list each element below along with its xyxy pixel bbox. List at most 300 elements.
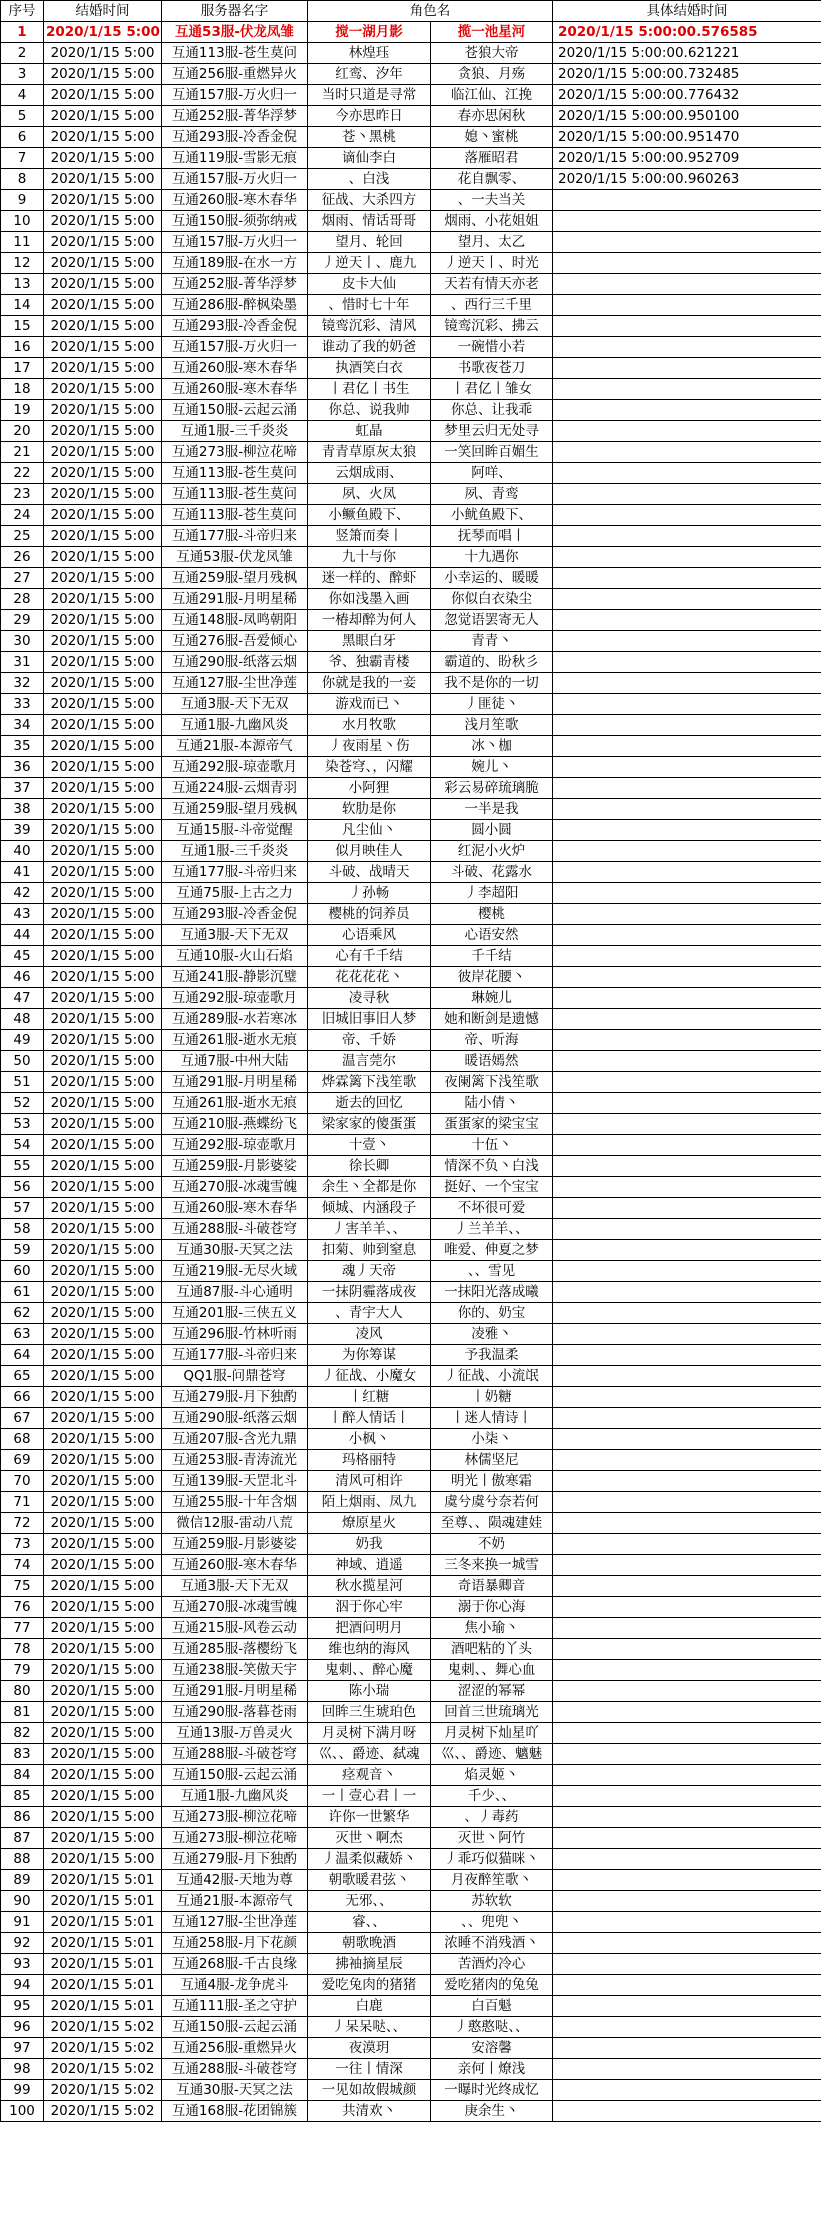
table-row xyxy=(1,1618,821,1639)
table-row xyxy=(1,1492,821,1513)
row-role-name-b: 一碗惜小若 xyxy=(431,337,553,358)
row-server-name: 微信12服-雷动八荒 xyxy=(162,1513,308,1534)
row-server-name: 互通288服-斗破苍穹 xyxy=(162,1744,308,1765)
row-exact-time: 2020/1/15 5:00:00.576585 xyxy=(553,22,821,43)
row-role-name-a: 回眸三生琥珀色 xyxy=(308,1702,431,1723)
row-index: 7 xyxy=(1,148,44,169)
row-marriage-time: 2020/1/15 5:01 xyxy=(44,1975,162,1996)
row-role-name-b: 奇语暴卿音 xyxy=(431,1576,553,1597)
row-exact-time xyxy=(553,379,821,400)
row-role-name-a: 执酒笑白衣 xyxy=(308,358,431,379)
table-row xyxy=(1,2038,821,2059)
row-role-name-a: 迷一样的、醉虾 xyxy=(308,568,431,589)
row-exact-time xyxy=(553,232,821,253)
row-role-name-b: 丿匪徒丶 xyxy=(431,694,553,715)
row-server-name: 互通270服-冰魂雪魄 xyxy=(162,1597,308,1618)
row-server-name: 互通42服-天地为尊 xyxy=(162,1870,308,1891)
header-server-name: 服务器名字 xyxy=(162,1,308,22)
row-index: 15 xyxy=(1,316,44,337)
row-role-name-b: 不坏很可爱 xyxy=(431,1198,553,1219)
table-row xyxy=(1,232,821,253)
row-exact-time xyxy=(553,1408,821,1429)
row-index: 83 xyxy=(1,1744,44,1765)
row-role-name-b: 凌雅丶 xyxy=(431,1324,553,1345)
row-exact-time xyxy=(553,1639,821,1660)
table-row xyxy=(1,463,821,484)
table-row xyxy=(1,190,821,211)
table-row xyxy=(1,1303,821,1324)
row-role-name-b: 冰丶枷 xyxy=(431,736,553,757)
row-marriage-time: 2020/1/15 5:02 xyxy=(44,2059,162,2080)
table-row xyxy=(1,1786,821,1807)
row-index: 36 xyxy=(1,757,44,778)
row-index: 96 xyxy=(1,2017,44,2038)
row-server-name: 互通252服-菁华浮梦 xyxy=(162,106,308,127)
row-server-name: 互通113服-苍生莫问 xyxy=(162,484,308,505)
row-role-name-b: 千千结 xyxy=(431,946,553,967)
row-server-name: 互通148服-凤鸣朝阳 xyxy=(162,610,308,631)
row-index: 67 xyxy=(1,1408,44,1429)
table-row xyxy=(1,1933,821,1954)
row-role-name-a: 小阿狸 xyxy=(308,778,431,799)
row-role-name-b: 、丿毒药 xyxy=(431,1807,553,1828)
row-role-name-a: 梁家家的傻蛋蛋 xyxy=(308,1114,431,1135)
row-role-name-a: 花花花花丶 xyxy=(308,967,431,988)
row-role-name-b: 一曝时光终成忆 xyxy=(431,2080,553,2101)
row-exact-time xyxy=(553,631,821,652)
row-index: 79 xyxy=(1,1660,44,1681)
row-index: 46 xyxy=(1,967,44,988)
row-role-name-a: 凡尘仙丶 xyxy=(308,820,431,841)
header-row xyxy=(1,1,821,22)
row-marriage-time: 2020/1/15 5:00 xyxy=(44,568,162,589)
row-role-name-a: 丿征战、小魔女 xyxy=(308,1366,431,1387)
row-role-name-b: 丿兰羊羊、、 xyxy=(431,1219,553,1240)
table-row xyxy=(1,1996,821,2017)
row-exact-time xyxy=(553,1303,821,1324)
table-row xyxy=(1,211,821,232)
row-marriage-time: 2020/1/15 5:02 xyxy=(44,2101,162,2122)
row-server-name: QQ1服-问鼎苍穹 xyxy=(162,1366,308,1387)
row-role-name-b: 十九遇你 xyxy=(431,547,553,568)
row-exact-time xyxy=(553,736,821,757)
row-marriage-time: 2020/1/15 5:01 xyxy=(44,1870,162,1891)
table-row xyxy=(1,1009,821,1030)
row-role-name-b: 一半是我 xyxy=(431,799,553,820)
table-body xyxy=(1,22,821,2122)
table-row xyxy=(1,2080,821,2101)
row-marriage-time: 2020/1/15 5:00 xyxy=(44,1072,162,1093)
row-exact-time xyxy=(553,526,821,547)
row-role-name-b: 三冬来换一城雪 xyxy=(431,1555,553,1576)
row-role-name-a: 爱吃兔肉的猪猪 xyxy=(308,1975,431,1996)
row-role-name-a: 维也纳的海风 xyxy=(308,1639,431,1660)
row-exact-time xyxy=(553,1807,821,1828)
row-role-name-a: 青青草原灰太狼 xyxy=(308,442,431,463)
row-role-name-a: 皮卡大仙 xyxy=(308,274,431,295)
row-role-name-a: 十壹丶 xyxy=(308,1135,431,1156)
row-marriage-time: 2020/1/15 5:00 xyxy=(44,988,162,1009)
table-row xyxy=(1,1513,821,1534)
row-exact-time xyxy=(553,484,821,505)
row-role-name-a: 镜鸾沉彩、清风 xyxy=(308,316,431,337)
row-exact-time xyxy=(553,1912,821,1933)
table-row xyxy=(1,694,821,715)
row-marriage-time: 2020/1/15 5:00 xyxy=(44,1198,162,1219)
row-role-name-a: 逝去的回忆 xyxy=(308,1093,431,1114)
row-role-name-b: 白百魁 xyxy=(431,1996,553,2017)
row-exact-time xyxy=(553,1681,821,1702)
row-role-name-b: 予我温柔 xyxy=(431,1345,553,1366)
row-server-name: 互通259服-月影婆娑 xyxy=(162,1156,308,1177)
row-server-name: 互通285服-落樱纷飞 xyxy=(162,1639,308,1660)
row-role-name-a: 巛、、爵迹、弑魂 xyxy=(308,1744,431,1765)
row-index: 51 xyxy=(1,1072,44,1093)
row-role-name-b: 苏软软 xyxy=(431,1891,553,1912)
row-marriage-time: 2020/1/15 5:00 xyxy=(44,169,162,190)
table-row xyxy=(1,64,821,85)
row-exact-time xyxy=(553,1996,821,2017)
row-role-name-a: 余生丶全都是你 xyxy=(308,1177,431,1198)
row-server-name: 互通189服-在水一方 xyxy=(162,253,308,274)
row-server-name: 互通119服-雪影无痕 xyxy=(162,148,308,169)
row-role-name-a: 丿呆呆哒、、 xyxy=(308,2017,431,2038)
row-exact-time xyxy=(553,673,821,694)
row-index: 82 xyxy=(1,1723,44,1744)
row-index: 54 xyxy=(1,1135,44,1156)
table-row xyxy=(1,1471,821,1492)
row-role-name-b: 亲何丨燎浅 xyxy=(431,2059,553,2080)
row-marriage-time: 2020/1/15 5:00 xyxy=(44,883,162,904)
row-role-name-a: 染苍穹、，闪耀 xyxy=(308,757,431,778)
row-role-name-a: 月灵树下满月呀 xyxy=(308,1723,431,1744)
row-role-name-b: 不奶 xyxy=(431,1534,553,1555)
row-marriage-time: 2020/1/15 5:00 xyxy=(44,106,162,127)
row-index: 53 xyxy=(1,1114,44,1135)
row-marriage-time: 2020/1/15 5:00 xyxy=(44,463,162,484)
row-index: 89 xyxy=(1,1870,44,1891)
row-index: 20 xyxy=(1,421,44,442)
table-row xyxy=(1,2101,821,2122)
row-exact-time xyxy=(553,505,821,526)
row-role-name-b: 丿逆天丨、时光 xyxy=(431,253,553,274)
row-exact-time xyxy=(553,358,821,379)
row-role-name-b: 一抹阳光落成曦 xyxy=(431,1282,553,1303)
row-index: 86 xyxy=(1,1807,44,1828)
row-index: 28 xyxy=(1,589,44,610)
row-role-name-a: 谁动了我的奶爸 xyxy=(308,337,431,358)
table-row xyxy=(1,820,821,841)
row-role-name-b: 苦酒灼冷心 xyxy=(431,1954,553,1975)
row-role-name-b: 虞兮虞兮奈若何 xyxy=(431,1492,553,1513)
table-row xyxy=(1,1177,821,1198)
row-exact-time: 2020/1/15 5:00:00.732485 xyxy=(553,64,821,85)
row-index: 73 xyxy=(1,1534,44,1555)
row-exact-time xyxy=(553,1051,821,1072)
row-role-name-b: 琳婉儿 xyxy=(431,988,553,1009)
row-server-name: 互通177服-斗帝归来 xyxy=(162,1345,308,1366)
row-index: 43 xyxy=(1,904,44,925)
row-role-name-b: 巛、、爵迹、魑魅 xyxy=(431,1744,553,1765)
table-row xyxy=(1,1681,821,1702)
row-role-name-b: 小鱿鱼殿下、 xyxy=(431,505,553,526)
row-index: 98 xyxy=(1,2059,44,2080)
row-role-name-a: 陈小瑞 xyxy=(308,1681,431,1702)
row-server-name: 互通4服-龙争虎斗 xyxy=(162,1975,308,1996)
row-exact-time xyxy=(553,799,821,820)
row-index: 44 xyxy=(1,925,44,946)
row-exact-time xyxy=(553,1177,821,1198)
row-role-name-b: 帝、听海 xyxy=(431,1030,553,1051)
row-role-name-a: 今亦思昨日 xyxy=(308,106,431,127)
row-exact-time xyxy=(553,1219,821,1240)
row-exact-time xyxy=(553,2080,821,2101)
row-server-name: 互通259服-望月残枫 xyxy=(162,799,308,820)
row-marriage-time: 2020/1/15 5:00 xyxy=(44,1450,162,1471)
row-marriage-time: 2020/1/15 5:00 xyxy=(44,1345,162,1366)
row-index: 42 xyxy=(1,883,44,904)
table-row xyxy=(1,1576,821,1597)
row-role-name-a: 水月牧歌 xyxy=(308,715,431,736)
row-role-name-b: 你似白衣染尘 xyxy=(431,589,553,610)
row-marriage-time: 2020/1/15 5:00 xyxy=(44,1051,162,1072)
row-marriage-time: 2020/1/15 5:00 xyxy=(44,1030,162,1051)
row-exact-time xyxy=(553,1366,821,1387)
table-row xyxy=(1,778,821,799)
row-exact-time xyxy=(553,925,821,946)
row-role-name-b: 酒吧粘的丫头 xyxy=(431,1639,553,1660)
row-role-name-a: 爷、独霸青楼 xyxy=(308,652,431,673)
row-role-name-b: 丿乖巧似猫咪丶 xyxy=(431,1849,553,1870)
table-row xyxy=(1,757,821,778)
row-role-name-b: 小柒丶 xyxy=(431,1429,553,1450)
table-row xyxy=(1,316,821,337)
row-server-name: 互通21服-本源帝气 xyxy=(162,736,308,757)
row-exact-time xyxy=(553,1513,821,1534)
row-role-name-b: 、、雪见 xyxy=(431,1261,553,1282)
row-role-name-b: 庚余生丶 xyxy=(431,2101,553,2122)
row-marriage-time: 2020/1/15 5:00 xyxy=(44,1156,162,1177)
row-server-name: 互通273服-柳泣花啼 xyxy=(162,442,308,463)
row-server-name: 互通260服-寒木春华 xyxy=(162,1198,308,1219)
row-server-name: 互通30服-天冥之法 xyxy=(162,2080,308,2101)
row-exact-time xyxy=(553,274,821,295)
row-index: 56 xyxy=(1,1177,44,1198)
row-role-name-b: 唯爱、伸夏之梦 xyxy=(431,1240,553,1261)
row-exact-time xyxy=(553,1156,821,1177)
row-role-name-b: 丨奶糖 xyxy=(431,1387,553,1408)
row-server-name: 互通276服-吾爱倾心 xyxy=(162,631,308,652)
row-index: 45 xyxy=(1,946,44,967)
row-role-name-b: 天若有情天亦老 xyxy=(431,274,553,295)
row-server-name: 互通290服-纸落云烟 xyxy=(162,1408,308,1429)
row-server-name: 互通1服-三千炎炎 xyxy=(162,841,308,862)
row-exact-time xyxy=(553,988,821,1009)
row-index: 57 xyxy=(1,1198,44,1219)
table-row xyxy=(1,526,821,547)
row-server-name: 互通296服-竹林听雨 xyxy=(162,1324,308,1345)
row-index: 40 xyxy=(1,841,44,862)
row-exact-time xyxy=(553,1786,821,1807)
row-role-name-a: 徐长卿 xyxy=(308,1156,431,1177)
row-role-name-a: 魂丿天帝 xyxy=(308,1261,431,1282)
table-row xyxy=(1,1282,821,1303)
row-marriage-time: 2020/1/15 5:00 xyxy=(44,1324,162,1345)
table-row xyxy=(1,631,821,652)
table-row xyxy=(1,1408,821,1429)
row-server-name: 互通157服-万火归一 xyxy=(162,337,308,358)
table-row xyxy=(1,568,821,589)
row-marriage-time: 2020/1/15 5:00 xyxy=(44,1576,162,1597)
row-server-name: 互通270服-冰魂雪魄 xyxy=(162,1177,308,1198)
row-role-name-b: 丨君亿丨雏女 xyxy=(431,379,553,400)
row-role-name-a: 红鸾、汐年 xyxy=(308,64,431,85)
row-role-name-b: 阿咩、 xyxy=(431,463,553,484)
row-exact-time xyxy=(553,862,821,883)
row-role-name-b: 、西行三千里 xyxy=(431,295,553,316)
row-exact-time xyxy=(553,652,821,673)
row-index: 1 xyxy=(1,22,44,43)
row-role-name-b: 回首三世琉璃光 xyxy=(431,1702,553,1723)
row-exact-time xyxy=(553,316,821,337)
table-row xyxy=(1,883,821,904)
row-marriage-time: 2020/1/15 5:00 xyxy=(44,526,162,547)
row-index: 85 xyxy=(1,1786,44,1807)
row-role-name-a: 软肋是你 xyxy=(308,799,431,820)
row-server-name: 互通224服-云烟青羽 xyxy=(162,778,308,799)
row-exact-time xyxy=(553,421,821,442)
table-row xyxy=(1,2059,821,2080)
row-role-name-a: 共清欢丶 xyxy=(308,2101,431,2122)
row-role-name-b: 情深不负丶白浅 xyxy=(431,1156,553,1177)
row-exact-time xyxy=(553,1324,821,1345)
row-marriage-time: 2020/1/15 5:00 xyxy=(44,127,162,148)
row-role-name-a: 燎原星火 xyxy=(308,1513,431,1534)
row-role-name-b: 花自飘零、 xyxy=(431,169,553,190)
row-marriage-time: 2020/1/15 5:00 xyxy=(44,295,162,316)
row-marriage-time: 2020/1/15 5:02 xyxy=(44,2017,162,2038)
table-row xyxy=(1,379,821,400)
table-row xyxy=(1,1891,821,1912)
row-exact-time xyxy=(553,1429,821,1450)
row-role-name-a: 游戏而已丶 xyxy=(308,694,431,715)
row-index: 62 xyxy=(1,1303,44,1324)
row-role-name-b: 涩涩的幂幂 xyxy=(431,1681,553,1702)
table-row xyxy=(1,1975,821,1996)
row-role-name-b: 浅月笙歌 xyxy=(431,715,553,736)
row-role-name-b: 灭世丶阿竹 xyxy=(431,1828,553,1849)
row-role-name-a: 把酒问明月 xyxy=(308,1618,431,1639)
row-server-name: 互通150服-云起云涌 xyxy=(162,2017,308,2038)
table-row xyxy=(1,1702,821,1723)
row-role-name-a: 你就是我的一妾 xyxy=(308,673,431,694)
row-index: 49 xyxy=(1,1030,44,1051)
table-row xyxy=(1,295,821,316)
table-row xyxy=(1,2017,821,2038)
row-marriage-time: 2020/1/15 5:00 xyxy=(44,400,162,421)
row-exact-time xyxy=(553,337,821,358)
row-marriage-time: 2020/1/15 5:01 xyxy=(44,1954,162,1975)
row-marriage-time: 2020/1/15 5:00 xyxy=(44,547,162,568)
row-server-name: 互通292服-琼壶歌月 xyxy=(162,1135,308,1156)
row-index: 84 xyxy=(1,1765,44,1786)
row-index: 100 xyxy=(1,2101,44,2122)
row-role-name-b: 挺好、一个宝宝 xyxy=(431,1177,553,1198)
row-role-name-a: 云烟成雨、 xyxy=(308,463,431,484)
row-server-name: 互通75服-上古之力 xyxy=(162,883,308,904)
row-marriage-time: 2020/1/15 5:00 xyxy=(44,484,162,505)
table-row xyxy=(1,862,821,883)
row-role-name-a: 秋水揽星河 xyxy=(308,1576,431,1597)
row-index: 5 xyxy=(1,106,44,127)
row-exact-time xyxy=(553,1870,821,1891)
row-role-name-a: 为你筹谋 xyxy=(308,1345,431,1366)
row-role-name-a: 丿温柔似藏娇丶 xyxy=(308,1849,431,1870)
row-marriage-time: 2020/1/15 5:00 xyxy=(44,1240,162,1261)
row-role-name-a: 倾城、内涵段子 xyxy=(308,1198,431,1219)
row-exact-time xyxy=(553,757,821,778)
row-server-name: 互通127服-尘世净莲 xyxy=(162,1912,308,1933)
row-index: 64 xyxy=(1,1345,44,1366)
row-role-name-b: 爱吃猪肉的兔兔 xyxy=(431,1975,553,1996)
row-marriage-time: 2020/1/15 5:00 xyxy=(44,631,162,652)
row-role-name-b: 你的、奶宝 xyxy=(431,1303,553,1324)
row-marriage-time: 2020/1/15 5:00 xyxy=(44,43,162,64)
row-server-name: 互通256服-重燃异火 xyxy=(162,2038,308,2059)
row-index: 63 xyxy=(1,1324,44,1345)
row-exact-time xyxy=(553,1450,821,1471)
row-index: 35 xyxy=(1,736,44,757)
row-server-name: 互通113服-苍生莫问 xyxy=(162,505,308,526)
row-server-name: 互通207服-含光九鼎 xyxy=(162,1429,308,1450)
row-marriage-time: 2020/1/15 5:00 xyxy=(44,1135,162,1156)
row-marriage-time: 2020/1/15 5:00 xyxy=(44,1618,162,1639)
row-role-name-b: 斗破、花露水 xyxy=(431,862,553,883)
row-exact-time xyxy=(553,253,821,274)
row-role-name-a: 无邪、、 xyxy=(308,1891,431,1912)
row-server-name: 互通1服-九幽风炎 xyxy=(162,715,308,736)
row-index: 19 xyxy=(1,400,44,421)
row-exact-time xyxy=(553,1723,821,1744)
row-role-name-b: 浓睡不消残酒丶 xyxy=(431,1933,553,1954)
row-server-name: 互通139服-天罡北斗 xyxy=(162,1471,308,1492)
row-index: 37 xyxy=(1,778,44,799)
row-role-name-b: 书歌夜苍刀 xyxy=(431,358,553,379)
row-role-name-a: 搅一湖月影 xyxy=(308,22,431,43)
row-marriage-time: 2020/1/15 5:00 xyxy=(44,1513,162,1534)
table-row xyxy=(1,253,821,274)
row-exact-time xyxy=(553,1933,821,1954)
table-row xyxy=(1,652,821,673)
row-index: 99 xyxy=(1,2080,44,2101)
row-marriage-time: 2020/1/15 5:00 xyxy=(44,1387,162,1408)
row-server-name: 互通1服-九幽风炎 xyxy=(162,1786,308,1807)
row-marriage-time: 2020/1/15 5:00 xyxy=(44,1828,162,1849)
row-role-name-b: 林儒坚尼 xyxy=(431,1450,553,1471)
row-index: 33 xyxy=(1,694,44,715)
row-role-name-a: 烨霖篱下浅笙歌 xyxy=(308,1072,431,1093)
row-index: 11 xyxy=(1,232,44,253)
table-row xyxy=(1,946,821,967)
row-role-name-a: 一往丨情深 xyxy=(308,2059,431,2080)
table-row xyxy=(1,1261,821,1282)
row-marriage-time: 2020/1/15 5:00 xyxy=(44,610,162,631)
row-role-name-a: 九十与你 xyxy=(308,547,431,568)
table-row xyxy=(1,1219,821,1240)
row-role-name-b: 十伍丶 xyxy=(431,1135,553,1156)
table-row xyxy=(1,1765,821,1786)
row-role-name-a: 丿夜雨星丶伤 xyxy=(308,736,431,757)
